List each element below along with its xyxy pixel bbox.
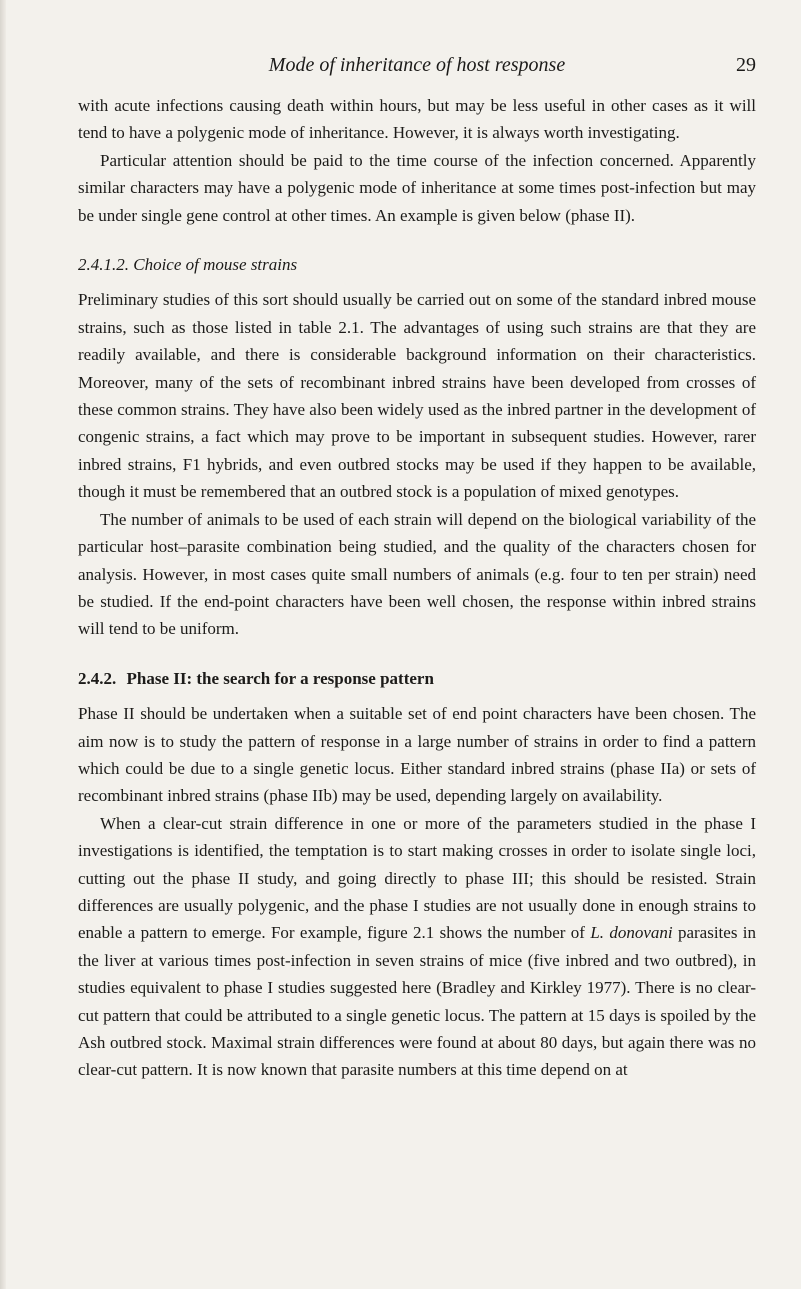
page-number: 29 — [736, 54, 756, 76]
section-title: Phase II: the search for a response pattern — [126, 668, 434, 688]
paragraph-4: The number of animals to be used of each strain will depend on the biological variability of the particular host–parasite combination being studied, and the quality of the characters chosen for analysis. However, in most cases quite small numbers of animals (e.g. four to ten per strain) need be studied. If the end-point characters have been well chosen, the response within inbred strains will tend to be uniform. — [78, 509, 756, 639]
species-name: L. donovani — [590, 923, 673, 943]
section-heading — [78, 665, 756, 692]
paragraph-5: Phase II should be undertaken when a suitable set of end point characters have been chosen. The aim now is to study the pattern of response in a large number of strains in order to find a pattern which could be due to a single genetic locus. Either standard inbred strains (phase IIa) or sets of recombinant inbred strains (phase IIb) may be used, depending largely on availability. — [78, 704, 756, 806]
subsection-number: 2.4.1.2. — [78, 255, 129, 275]
subsection-title: Choice of mouse strains — [133, 255, 298, 275]
paragraph-6-text-a: When a clear-cut strain difference in one or more of the parameters studied in the phase I investigations is identified, the temptation is to start making crosses in order to isolate single loci, cutting out the phase II study, and going directly to phase III; this should be resisted. Strain differences are usually polygenic, and the phase I studies are not usually done in enough strains to enable a pattern to emerge. For example, figure 2.1 shows the number of — [78, 813, 756, 943]
page-edge-shadow — [0, 0, 6, 1289]
paragraph-1: with acute infections causing death within hours, but may be less useful in other cases as it will tend to have a polygenic mode of inheritance. However, it is always worth investigating. — [78, 96, 756, 143]
paragraph-3: Preliminary studies of this sort should usually be carried out on some of the standard inbred mouse strains, such as those listed in table 2.1. The advantages of using such strains are that they are readily available, and there is considerable background information on their characteristics. Moreover, many of the sets of recombinant inbred strains have been developed from crosses of these common strains. They have also been widely used as the inbred partner in the development of congenic strains, a fact which may prove to be important in subsequent studies. However, rarer inbred strains, F1 hybrids, and even outbred stocks may be used if they happen to be available, though it must be remembered that an outbred stock is a population of mixed genotypes. — [78, 290, 756, 502]
paragraph-6-text-b: parasites in the liver at various times post-infection in seven strains of mice (five inbred and two outbred), in studies equivalent to phase I studies suggested here (Bradley and Kirkley 1977). There is no clear-cut pattern that could be attributed to a single genetic locus. The pattern at 15 days is spoiled by the Ash outbred stock. Maximal strain differences were found at about 80 days, but again there was no clear-cut pattern. It is now known that parasite numbers at this time depend on at — [78, 923, 756, 1080]
running-title: Mode of inheritance of host response — [268, 54, 566, 76]
subsection-heading — [78, 251, 756, 278]
paragraph-6 — [78, 810, 756, 1084]
page-header — [78, 50, 756, 80]
section-number: 2.4.2. — [78, 668, 117, 688]
paragraph-2: Particular attention should be paid to the time course of the infection concerned. Apparently similar characters may have a polygenic mode of inheritance at some times post-infection but may be under single gene control at other times. An example is given below (phase II). — [78, 150, 756, 225]
page-body — [78, 92, 756, 1084]
